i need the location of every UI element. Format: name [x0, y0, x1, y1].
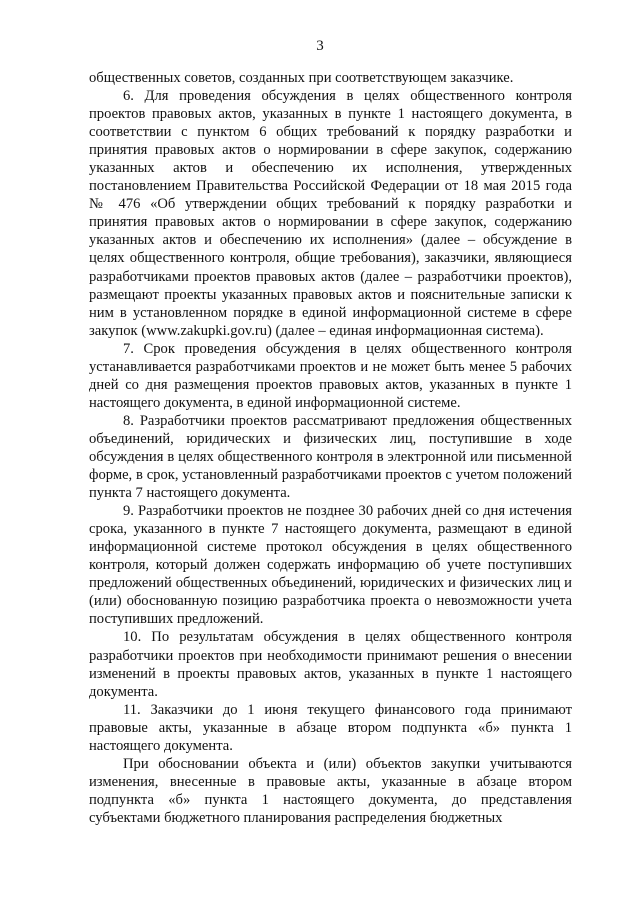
- paragraph-justification: При обосновании объекта и (или) объектов закупки учитываются изменения, внесенные в правовые акты, указанные в абзаце втором подпункта «б» пункта 1 настоящего документа, до представления субъектами бюджетного планирования распределения бюджетных: [89, 755, 572, 826]
- paragraph-item-9: 9. Разработчики проектов не позднее 30 рабочих дней со дня истечения срока, указанного в пункте 7 настоящего документа, размещают в единой информационной системе протокол обсуждения в целях общественного контроля, который должен содержать информацию об учете поступивших предложений общественных объединений, юридических и физических лиц и (или) обоснованную позицию разработчика проекта о невозможности учета поступивших предложений.: [89, 503, 572, 628]
- paragraph-item-10: 10. По результатам обсуждения в целях общественного контроля разработчики проектов при необходимости принимают решения о внесении изменений в проекты правовых актов, указанных в пункте 1 настоящего документа.: [89, 629, 572, 700]
- paragraph-item-6: 6. Для проведения обсуждения в целях общественного контроля проектов правовых актов, указанных в пункте 1 настоящего документа, в соответствии с пунктом 6 общих требований к порядку разработки и принятия правовых актов о нормировании в сфере закупок, содержанию указанных актов и обеспечению их исполнения, утвержденных постановлением Правительства Российской Федерации от 18 мая 2015 года № 476 «Об утверждении общих требований к порядку разработки и принятия правовых актов о нормировании в сфере закупок, содержанию указанных актов и обеспечению их исполнения» (далее – обсуждение в целях общественного контроля, общие требования), заказчики, являющиеся разработчиками проектов правовых актов (далее – разработчики проектов), размещают проекты указанных правовых актов и пояснительные записки к ним в установленном порядке в единой информационной системе в сфере закупок (www.zakupki.gov.ru) (далее – единая информационная система).: [89, 88, 572, 339]
- paragraph-continuation: общественных советов, созданных при соответствующем заказчике.: [89, 70, 514, 86]
- paragraph-item-7: 7. Срок проведения обсуждения в целях общественного контроля устанавливается разработчиками проектов и не может быть менее 5 рабочих дней со дня размещения проектов правовых актов, указанных в пункте 1 настоящего документа, в единой информационной системе.: [89, 340, 572, 411]
- paragraph-item-11: 11. Заказчики до 1 июня текущего финансового года принимают правовые акты, указанные в абзаце втором подпункта «б» пункта 1 настоящего документа.: [89, 701, 572, 754]
- paragraph-item-8: 8. Разработчики проектов рассматривают предложения общественных объединений, юридических и физических лиц, поступившие в ходе обсуждения в целях общественного контроля в электронной или письменной форме, в срок, установленный разработчиками проектов с учетом положений пункта 7 настоящего документа.: [89, 412, 572, 502]
- page-number: 3: [316, 38, 324, 54]
- document-body: [89, 69, 572, 827]
